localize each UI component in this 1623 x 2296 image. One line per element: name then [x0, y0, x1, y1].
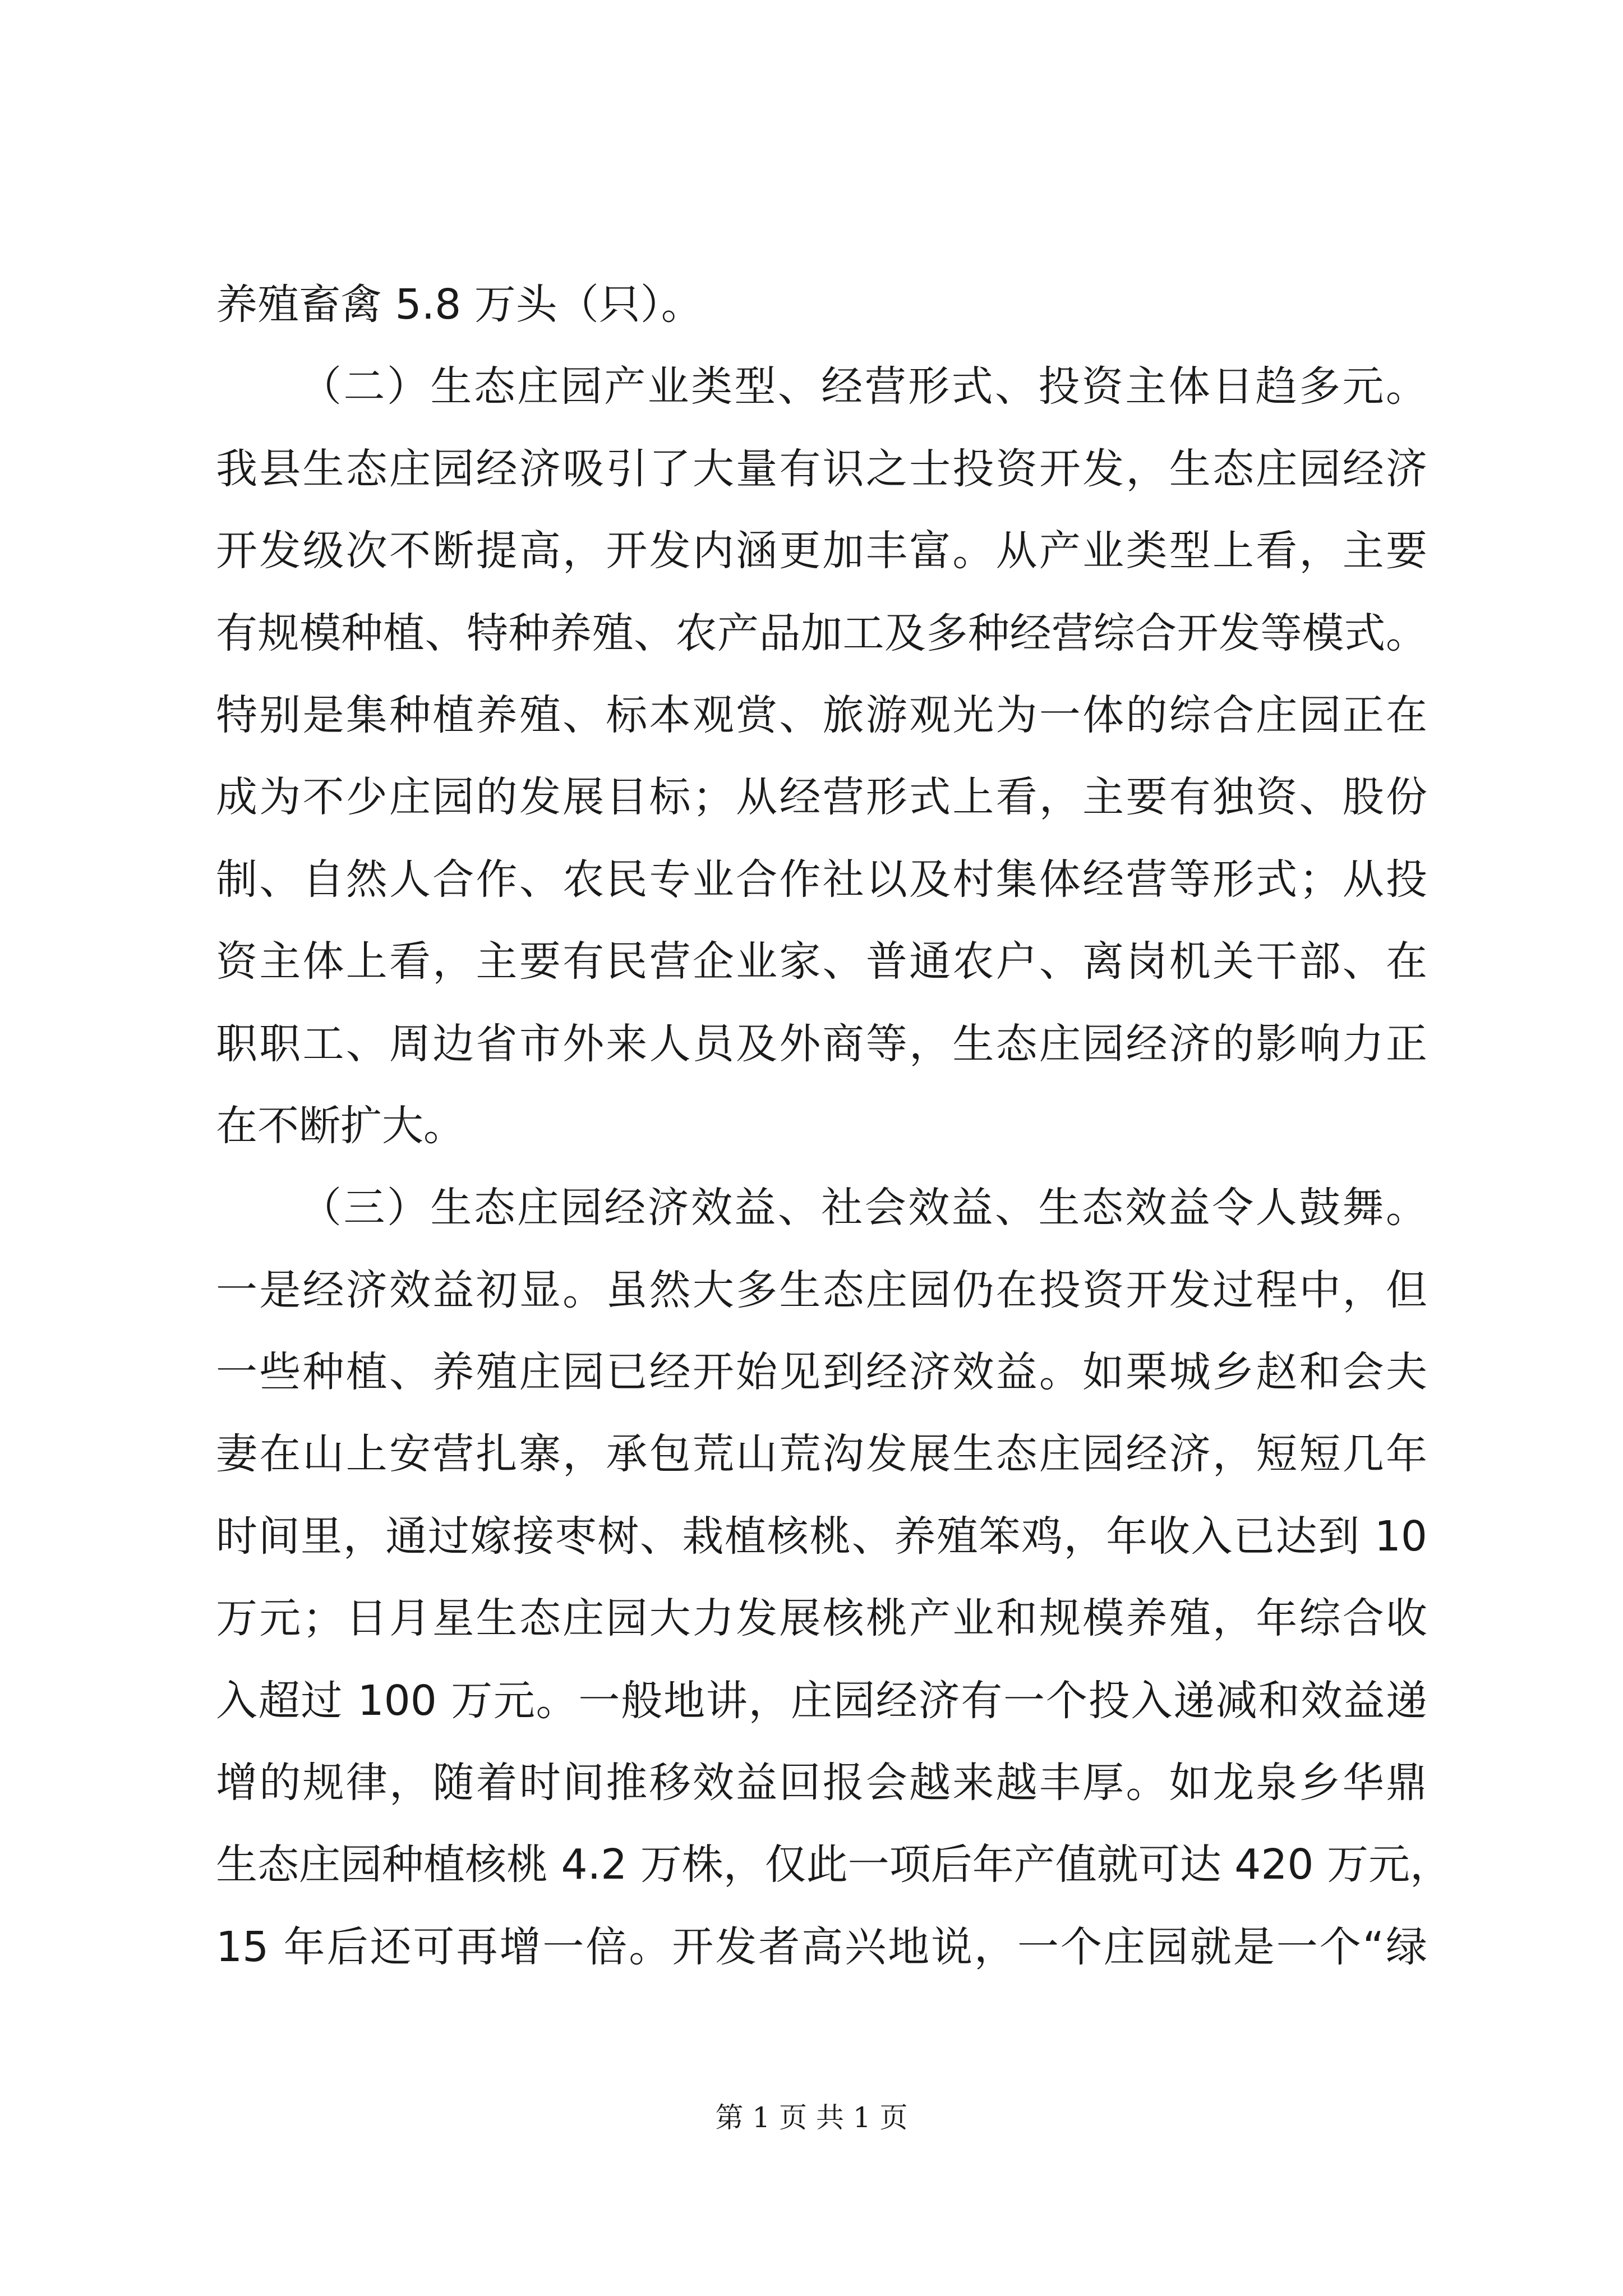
text-line: 妻在山上安营扎寨，承包荒山荒沟发展生态庄园经济，短短几年	[216, 1430, 1427, 1479]
text-line: （二）生态庄园产业类型、经营形式、投资主体日趋多元。	[300, 362, 1427, 411]
text-line: 一些种植、养殖庄园已经开始见到经济效益。如栗城乡赵和会夫	[216, 1348, 1427, 1397]
text-line: 制、自然人合作、农民专业合作社以及村集体经营等形式；从投	[216, 855, 1427, 904]
text-line: 资主体上看，主要有民营企业家、普通农户、离岗机关干部、在	[216, 937, 1427, 986]
text-line: 我县生态庄园经济吸引了大量有识之士投资开发，生态庄园经济	[216, 444, 1427, 493]
text-line: 万元；日月星生态庄园大力发展核桃产业和规模养殖，年综合收	[216, 1594, 1427, 1643]
text-line: 增的规律，随着时间推移效益回报会越来越丰厚。如龙泉乡华鼎	[216, 1759, 1427, 1807]
text-line: （三）生态庄园经济效益、社会效益、生态效益令人鼓舞。	[300, 1184, 1427, 1232]
text-line: 成为不少庄园的发展目标；从经营形式上看，主要有独资、股份	[216, 773, 1427, 822]
text-line: 在不断扩大。	[216, 1101, 465, 1150]
text-line: 生态庄园种植核桃 4.2 万株，仅此一项后年产值就可达 420 万元，	[216, 1841, 1452, 1889]
text-line: 有规模种植、特种养殖、农产品加工及多种经营综合开发等模式。	[216, 609, 1427, 657]
text-line: 时间里，通过嫁接枣树、栽植核桃、养殖笨鸡，年收入已达到 10	[216, 1512, 1427, 1561]
page-footer: 第 1 页 共 1 页	[715, 2101, 908, 2134]
text-line: 15 年后还可再增一倍。开发者高兴地说，一个庄园就是一个“绿	[216, 1922, 1427, 1971]
text-line: 入超过 100 万元。一般地讲，庄园经济有一个投入递减和效益递	[216, 1676, 1427, 1725]
text-line: 开发级次不断提高，开发内涵更加丰富。从产业类型上看，主要	[216, 527, 1427, 576]
text-line: 养殖畜禽 5.8 万头（只）。	[216, 280, 703, 329]
body-text	[216, 264, 1452, 1988]
text-line: 特别是集种植养殖、标本观赏、旅游观光为一体的综合庄园正在	[216, 691, 1427, 739]
text-line: 职职工、周边省市外来人员及外商等，生态庄园经济的影响力正	[216, 1019, 1427, 1068]
text-line: 一是经济效益初显。虽然大多生态庄园仍在投资开发过程中，但	[216, 1266, 1427, 1314]
